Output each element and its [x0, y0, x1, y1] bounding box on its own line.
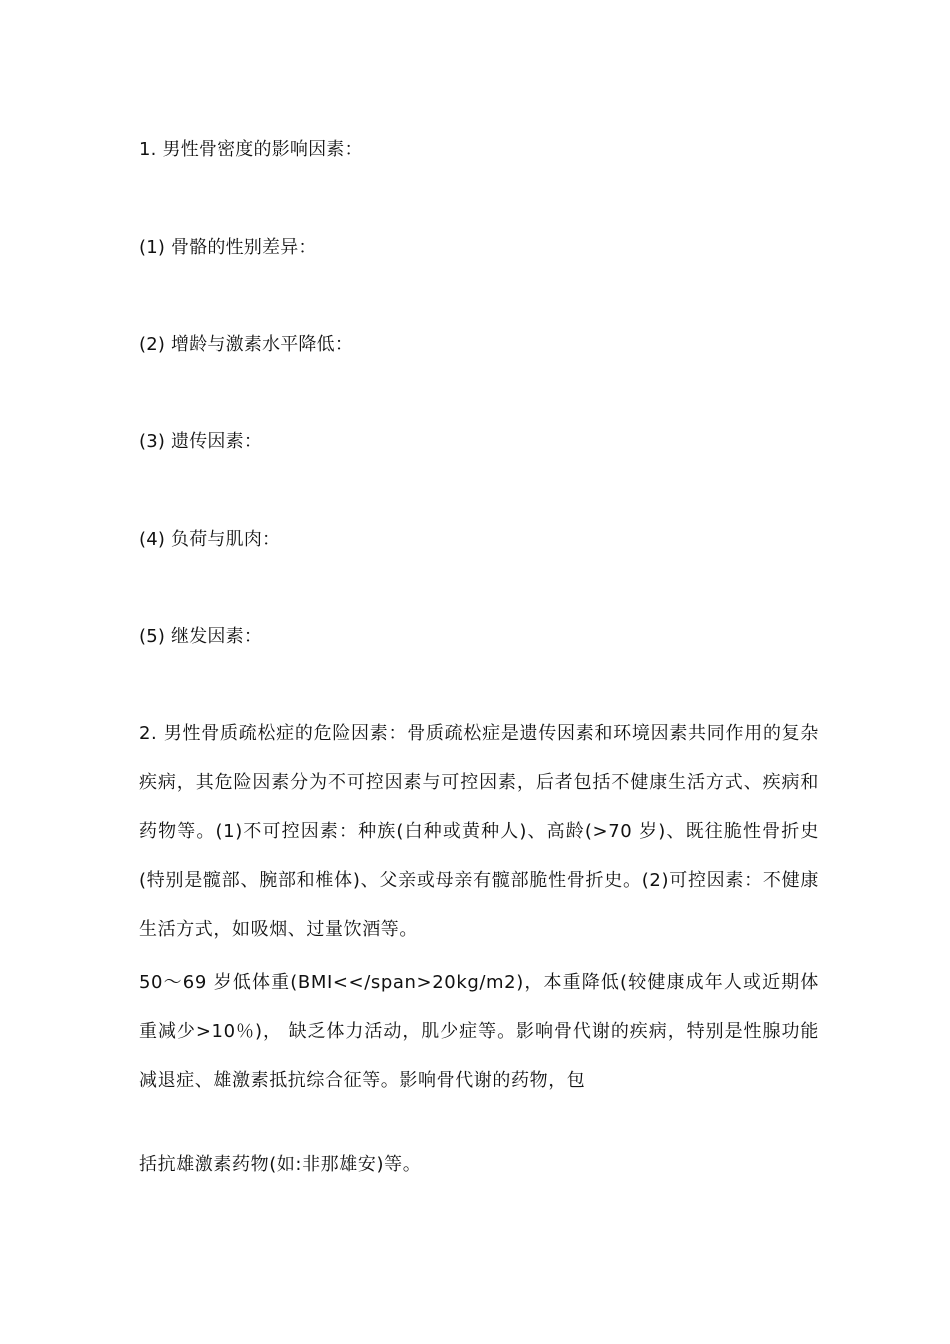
list-item: (4) 负荷与肌肉：	[139, 529, 281, 550]
section-1-heading: 1. 男性骨密度的影响因素：	[139, 139, 363, 160]
list-item: (3) 遗传因素：	[139, 431, 263, 452]
list-item: (2) 增龄与激素水平降低：	[139, 334, 354, 355]
section-2-continuation: 50～69 岁低体重(BMI<</span>20kg/m2)，本重降低(较健康成年人或近期体重减少>10％)， 缺乏体力活动，肌少症等。影响骨代谢的疾病，特别是性腺功能减退症、雄激素抵抗综合征等。影响骨代谢的药物，包	[139, 972, 819, 1091]
list-item: (5) 继发因素：	[139, 626, 263, 647]
section-2-closing: 括抗雄激素药物(如:非那雄安)等。	[139, 1154, 422, 1175]
list-item: (1) 骨骼的性别差异：	[139, 237, 317, 258]
section-2-paragraph: 2. 男性骨质疏松症的危险因素：骨质疏松症是遗传因素和环境因素共同作用的复杂疾病，其危险因素分为不可控因素与可控因素，后者包括不健康生活方式、疾病和药物等。(1)不可控因素：种族(白种或黄种人)、高龄(>70 岁)、既往脆性骨折史(特别是髋部、腕部和椎体)、父亲或母亲有髋部脆性骨折史。(2)可控因素：不健康生活方式，如吸烟、过量饮酒等。	[139, 723, 819, 940]
